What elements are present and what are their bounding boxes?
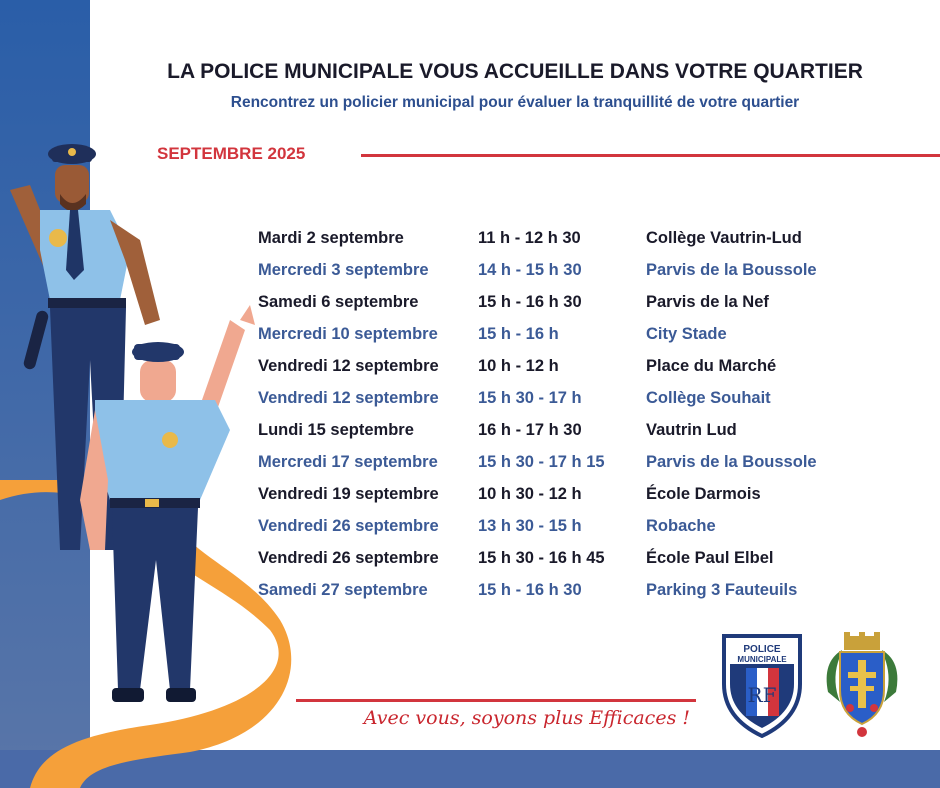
schedule-row xyxy=(258,383,858,415)
schedule-date: Vendredi 12 septembre xyxy=(258,389,439,407)
schedule-place: Collège Souhait xyxy=(646,389,771,407)
schedule-place: Robache xyxy=(646,517,716,535)
schedule-place: Parvis de la Nef xyxy=(646,293,769,311)
schedule-place: Place du Marché xyxy=(646,357,777,375)
schedule-time: 15 h 30 - 17 h 15 xyxy=(478,453,605,471)
schedule-date: Vendredi 26 septembre xyxy=(258,549,439,567)
schedule-date: Lundi 15 septembre xyxy=(258,421,414,439)
schedule-row xyxy=(258,351,858,383)
schedule-row xyxy=(258,319,858,351)
schedule-place: Vautrin Lud xyxy=(646,421,737,439)
schedule-time: 15 h - 16 h xyxy=(478,325,559,343)
schedule-date: Mardi 2 septembre xyxy=(258,229,404,247)
schedule-time: 13 h 30 - 15 h xyxy=(478,517,582,535)
schedule-row xyxy=(258,415,858,447)
schedule-row xyxy=(258,287,858,319)
schedule-date: Mercredi 17 septembre xyxy=(258,453,438,471)
city-coat-of-arms-icon xyxy=(818,632,906,740)
schedule-date: Mercredi 3 septembre xyxy=(258,261,429,279)
schedule-time: 11 h - 12 h 30 xyxy=(478,229,581,247)
schedule-row xyxy=(258,223,858,255)
schedule-row xyxy=(258,543,858,575)
schedule-date: Vendredi 26 septembre xyxy=(258,517,439,535)
schedule-time: 10 h - 12 h xyxy=(478,357,559,375)
schedule-place: City Stade xyxy=(646,325,727,343)
page-subtitle: Rencontrez un policier municipal pour évaluer la tranquillité de votre quartier xyxy=(230,94,800,111)
schedule-date: Mercredi 10 septembre xyxy=(258,325,438,343)
month-divider xyxy=(361,154,940,157)
schedule-row xyxy=(258,575,858,607)
schedule-time: 10 h 30 - 12 h xyxy=(478,485,582,503)
schedule-time: 15 h - 16 h 30 xyxy=(478,293,582,311)
schedule-date: Vendredi 12 septembre xyxy=(258,357,439,375)
schedule-place: École Darmois xyxy=(646,485,761,503)
schedule-time: 15 h - 16 h 30 xyxy=(478,581,582,599)
schedule-place: Parking 3 Fauteuils xyxy=(646,581,798,599)
shield-text-top: POLICE xyxy=(743,644,781,655)
schedule-date: Samedi 6 septembre xyxy=(258,293,419,311)
schedule-time: 15 h 30 - 16 h 45 xyxy=(478,549,605,567)
shield-monogram: RF xyxy=(747,683,777,707)
police-officers-illustration xyxy=(0,130,260,730)
schedule-place: Parvis de la Boussole xyxy=(646,453,817,471)
schedule-row xyxy=(258,511,858,543)
schedule-time: 15 h 30 - 17 h xyxy=(478,389,582,407)
schedule-place: École Paul Elbel xyxy=(646,549,774,567)
shield-text-bottom: MUNICIPALE xyxy=(737,655,787,664)
schedule-row xyxy=(258,255,858,287)
schedule-time: 16 h - 17 h 30 xyxy=(478,421,582,439)
schedule-date: Vendredi 19 septembre xyxy=(258,485,439,503)
schedule-time: 14 h - 15 h 30 xyxy=(478,261,582,279)
schedule-row xyxy=(258,479,858,511)
slogan-divider xyxy=(296,699,696,702)
slogan-text: Avec vous, soyons plus Efficaces ! xyxy=(363,707,690,729)
schedule-place: Collège Vautrin-Lud xyxy=(646,229,802,247)
page-title: LA POLICE MUNICIPALE VOUS ACCUEILLE DANS VOTRE QUARTIER xyxy=(167,60,863,83)
schedule-date: Samedi 27 septembre xyxy=(258,581,428,599)
police-municipale-shield-icon xyxy=(720,632,804,738)
schedule-place: Parvis de la Boussole xyxy=(646,261,817,279)
schedule-row xyxy=(258,447,858,479)
month-heading: SEPTEMBRE 2025 xyxy=(157,144,306,163)
